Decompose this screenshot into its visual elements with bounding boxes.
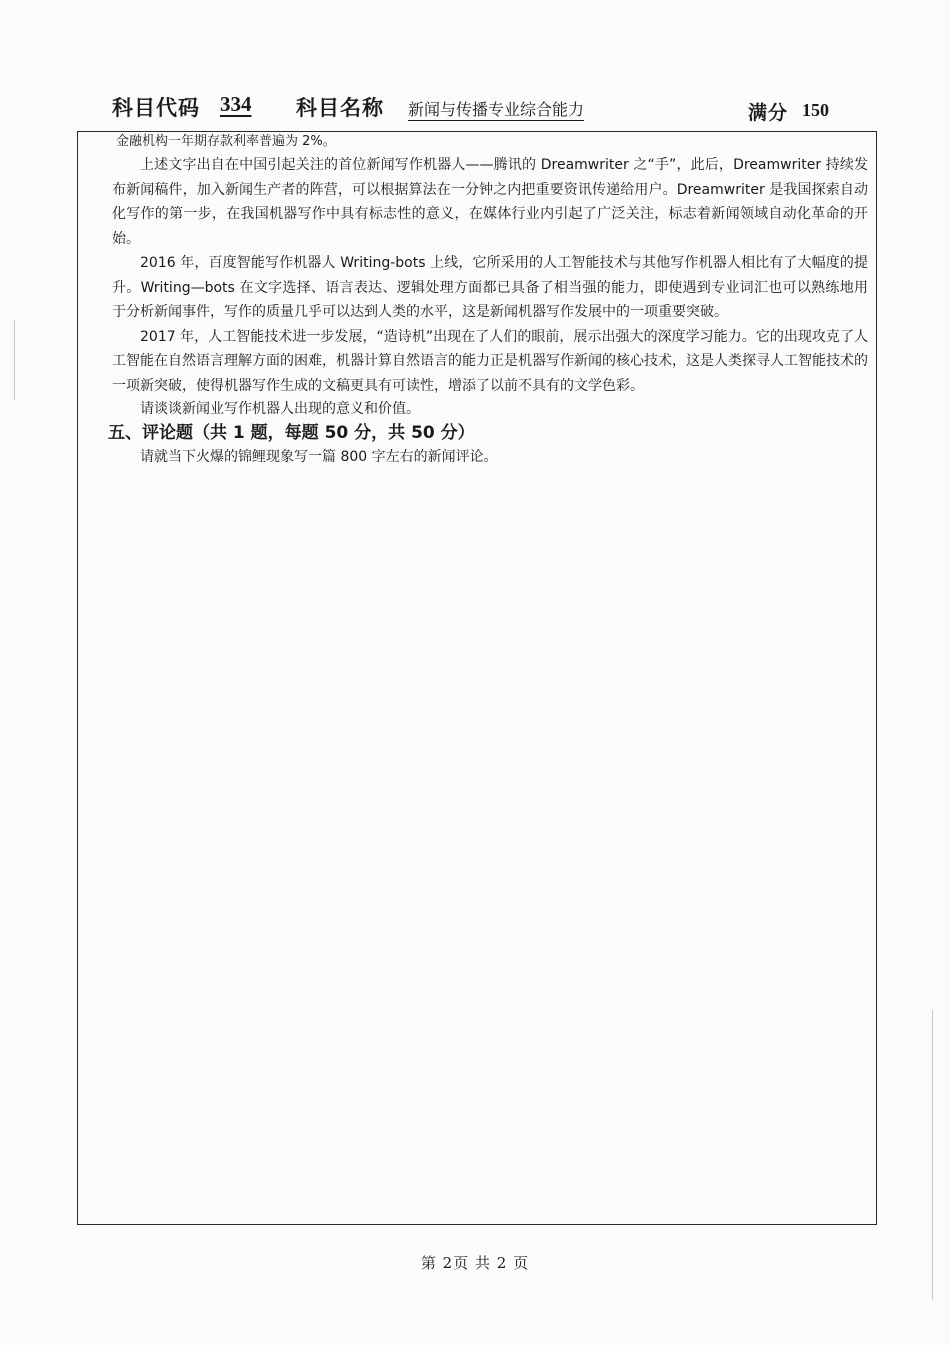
subject-code-label: 科目代码 xyxy=(112,96,200,120)
full-score-value: 150 xyxy=(802,100,829,120)
question-4-prompt: 请谈谈新闻业写作机器人出现的意义和价值。 xyxy=(140,401,420,417)
full-score-label: 满分 xyxy=(748,102,789,124)
paragraph-dreamwriter: 上述文字出自在中国引起关注的首位新闻写作机器人——腾讯的 Dreamwriter 之“手”，此后，Dreamwriter 持续发布新闻稿件，加入新闻生产者的阵营，可以根据算法在一分钟之内把重要资讯传递给用户。Dreamwriter 是我国探索自动化写作的第一步，在我国机器写作中具有标志性的意义，在媒体行业内引起了广泛关注，标志着新闻领域自动化革命的开始。 xyxy=(112,157,868,247)
exam-content xyxy=(108,133,868,468)
paragraph-poetry-machine: 2017 年，人工智能技术进一步发展，“造诗机”出现在了人们的眼前，展示出强大的深度学习能力。它的出现攻克了人工智能在自然语言理解方面的困难，机器计算自然语言的能力正是机器写作新闻的核心技术，这是人类探寻人工智能技术的一项新突破，使得机器写作生成的文稿更具有可读性，增添了以前不具有的文学色彩。 xyxy=(112,328,868,394)
page-number: 第 2页 共 2 页 xyxy=(420,1254,530,1272)
question-5-prompt: 请就当下火爆的锦鲤现象写一篇 800 字左右的新闻评论。 xyxy=(140,449,498,465)
exam-header xyxy=(112,92,842,128)
paragraph-writing-bots: 2016 年，百度智能写作机器人 Writing-bots 上线，它所采用的人工智能技术与其他写作机器人相比有了大幅度的提升。Writing—bots 在文字选择、语言表达、逻辑处理方面都已具备了相当强的能力，即使遇到专业词汇也可以熟练地用于分析新闻事件，写作的质量几乎可以达到人类的水平，这是新闻机器写作发展中的一项重要突破。 xyxy=(112,255,868,320)
scan-edge-mark-left xyxy=(14,320,15,400)
subject-name-label: 科目名称 xyxy=(296,96,384,120)
section-5-title: 五、评论题（共 1 题，每题 50 分，共 50 分） xyxy=(108,423,475,443)
continuation-line: 金融机构一年期存款利率普遍为 2%。 xyxy=(116,134,336,149)
scan-edge-mark-right xyxy=(932,1010,933,1300)
subject-name-value: 新闻与传播专业综合能力 xyxy=(408,100,585,119)
subject-code-value: 334 xyxy=(220,92,252,116)
